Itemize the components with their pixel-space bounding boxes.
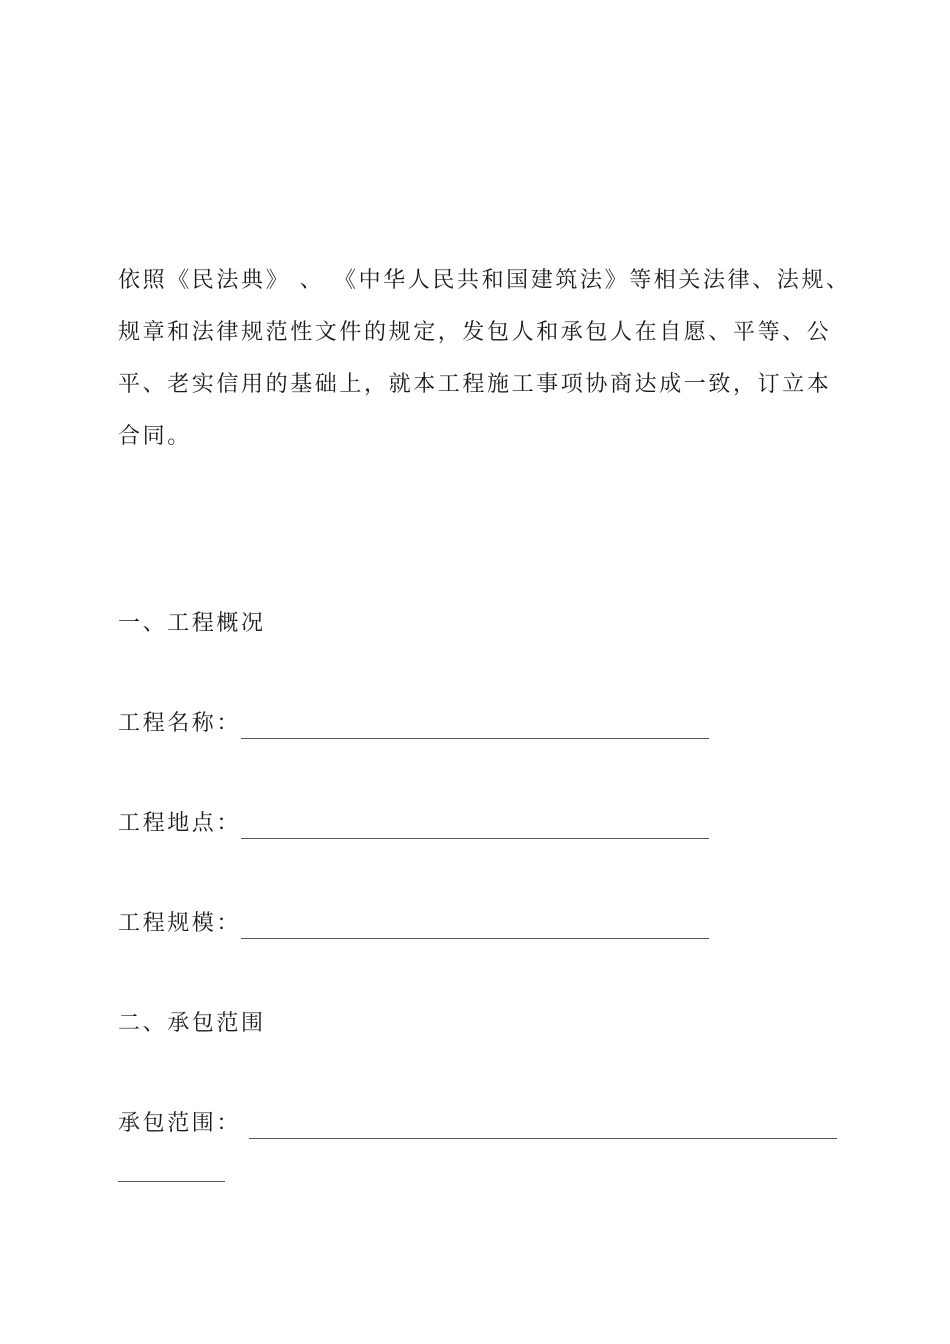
intro-line: 合同。: [118, 424, 192, 449]
contract-scope-blank-continuation[interactable]: [118, 1181, 225, 1182]
project-scale-field: [118, 909, 709, 939]
project-location-label: 工程地点：: [118, 811, 242, 836]
intro-paragraph: [118, 255, 858, 463]
contract-scope-field: [118, 1109, 837, 1139]
project-name-field: [118, 709, 709, 739]
contract-scope-blank[interactable]: [249, 1118, 837, 1139]
intro-line: 依照《民法典》 、 《中华人民共和国建筑法》等相关法律、法规、: [118, 268, 851, 293]
project-name-label: 工程名称：: [118, 711, 242, 736]
project-location-blank[interactable]: [241, 818, 709, 839]
intro-line: 规章和法律规范性文件的规定，发包人和承包人在自愿、平等、公: [118, 320, 832, 345]
contract-scope-label: 承包范围：: [118, 1111, 242, 1136]
project-scale-label: 工程规模：: [118, 911, 242, 936]
project-name-blank[interactable]: [241, 718, 709, 739]
section-heading-project-overview: 一、工程概况: [118, 611, 266, 636]
project-location-field: [118, 809, 709, 839]
project-scale-blank[interactable]: [241, 918, 709, 939]
intro-line: 平、老实信用的基础上，就本工程施工事项协商达成一致，订立本: [118, 372, 832, 397]
section-heading-contract-scope: 二、承包范围: [118, 1011, 266, 1036]
